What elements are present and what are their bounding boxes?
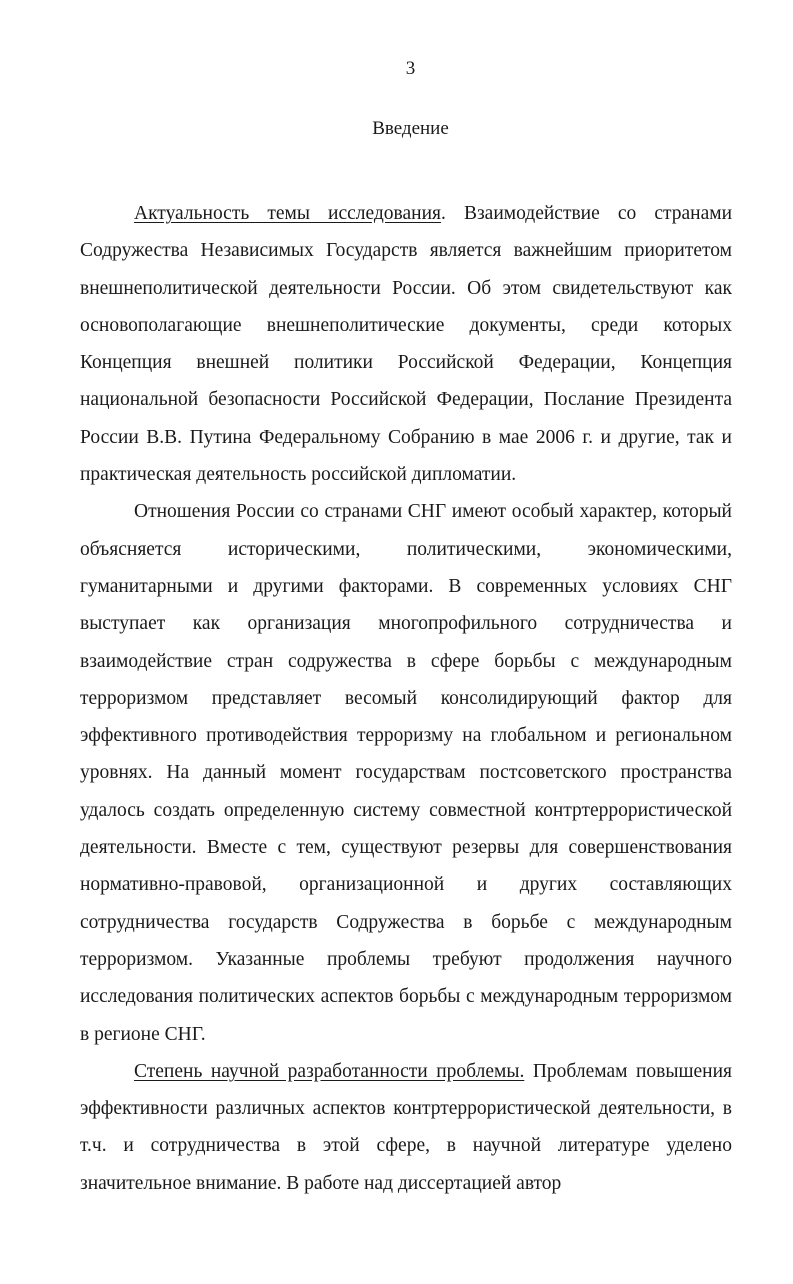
- body-text: [80, 195, 732, 1202]
- relations-text: Отношения России со странами СНГ имеют особый характер, который объясняется историческими, политическими, экономическими, гуманитарными и другими факторами. В современных условиях СНГ выступает как организация многопрофильного сотрудничества и взаимодействие стран содружества в сфере борьбы с международным терроризмом представляет весомый консолидирующий фактор для эффективного противодействия терроризму на глобальном и региональном уровнях. На данный момент государствам постсоветского пространства удалось создать определенную систему совместной контртеррористической деятельности. Вместе с тем, существуют резервы для совершенствования нормативно-правовой, организационной и других составляющих сотрудничества государств Содружества в борьбе с международным терроризмом. Указанные проблемы требуют продолжения научного исследования политических аспектов борьбы с международным терроризмом в регионе СНГ.: [80, 501, 732, 1045]
- research-degree-lead: Степень научной разработанности проблемы.: [134, 1060, 525, 1082]
- paragraph-relations: [80, 493, 732, 1052]
- relevance-lead-punct: .: [441, 203, 446, 224]
- paragraph-relevance: [80, 195, 732, 493]
- relevance-text: Взаимодействие со странами Содружества Независимых Государств является важнейшим приоритетом внешнеполитической деятельности России. Об этом свидетельствуют как основополагающие внешнеполитические документы, среди которых Концепция внешней политики Российской Федерации, Концепция национальной безопасности Российской Федерации, Послание Президента России В.В. Путина Федеральному Собранию в мае 2006 г. и другие, так и практическая деятельность российской дипломатии.: [80, 203, 733, 486]
- section-heading: Введение: [372, 118, 449, 139]
- page-number: 3: [405, 58, 416, 79]
- paragraph-research-degree: [80, 1053, 732, 1202]
- relevance-lead: Актуальность темы исследования: [134, 203, 442, 224]
- research-degree-text: Проблемам повышения эффективности различных аспектов контртеррористической деятельности, в т.ч. и сотрудничества в этой сфере, в научной литературе уделено значительное внимание. В работе над диссертацией автор: [80, 1060, 732, 1194]
